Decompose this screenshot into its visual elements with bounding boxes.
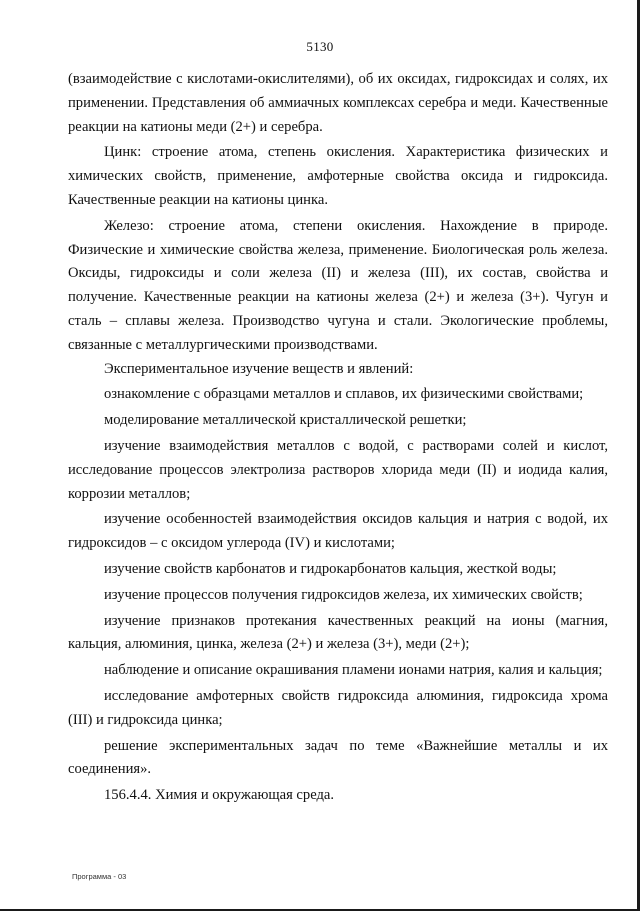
- paragraph-5: ознакомление с образцами металлов и сплавов, их физическими свойствами;: [104, 386, 584, 403]
- paragraph-4: Экспериментальное изучение веществ и явлений:: [104, 360, 414, 377]
- paragraph-12: наблюдение и описание окрашивания пламени ионами натрия, калия и кальция;: [104, 662, 603, 679]
- paragraph-6: моделирование металлической кристаллической решетки;: [104, 412, 467, 429]
- paragraph-1: (взаимодействие с кислотами-окислителями), об их оксидах, гидроксидах и солях, их применении. Представления об аммиачных комплексах серебра и меди. Качественные реакции на катионы меди (2+) и серебра.: [68, 71, 608, 135]
- paragraph-3: Железо: строение атома, степени окисления. Нахождение в природе. Физические и химические свойства железа, применение. Биологическая роль железа. Оксиды, гидроксиды и соли железа (II) и железа (III), их состав, свойства и получение. Качественные реакции на катионы железа (2+) и железа (3+). Чугун и сталь – сплавы железа. Производство чугуна и стали. Экологические проблемы, связанные с металлургическими производствами.: [68, 217, 608, 353]
- paragraph-9: изучение свойств карбонатов и гидрокарбонатов кальция, жесткой воды;: [104, 560, 557, 577]
- page-number: 5130: [306, 39, 334, 54]
- section-heading: 156.4.4. Химия и окружающая среда.: [104, 787, 335, 804]
- paragraph-11: изучение признаков протекания качественных реакций на ионы (магния, кальция, алюминия, цинка, железа (2+) и железа (3+), меди (2+);: [68, 612, 608, 653]
- paragraph-10: изучение процессов получения гидроксидов железа, их химических свойств;: [104, 586, 583, 603]
- paragraph-14: решение экспериментальных задач по теме «Важнейшие металлы и их соединения».: [68, 737, 608, 778]
- paragraph-13: исследование амфотерных свойств гидроксида алюминия, гидроксида хрома (III) и гидроксида цинка;: [68, 687, 608, 728]
- paragraph-8: изучение особенностей взаимодействия оксидов кальция и натрия с водой, их гидроксидов – с оксидом углерода (IV) и кислотами;: [68, 511, 608, 552]
- footer-label: Программа - 03: [72, 872, 127, 881]
- paragraph-7: изучение взаимодействия металлов с водой, с растворами солей и кислот, исследование процессов электролиза растворов хлорида меди (II) и иодида калия, коррозии металлов;: [68, 437, 608, 502]
- document-body: [68, 68, 608, 808]
- paragraph-2: Цинк: строение атома, степень окисления. Характеристика физических и химических свойств, применение, амфотерные свойства оксида и гидроксида. Качественные реакции на катионы цинка.: [68, 144, 608, 208]
